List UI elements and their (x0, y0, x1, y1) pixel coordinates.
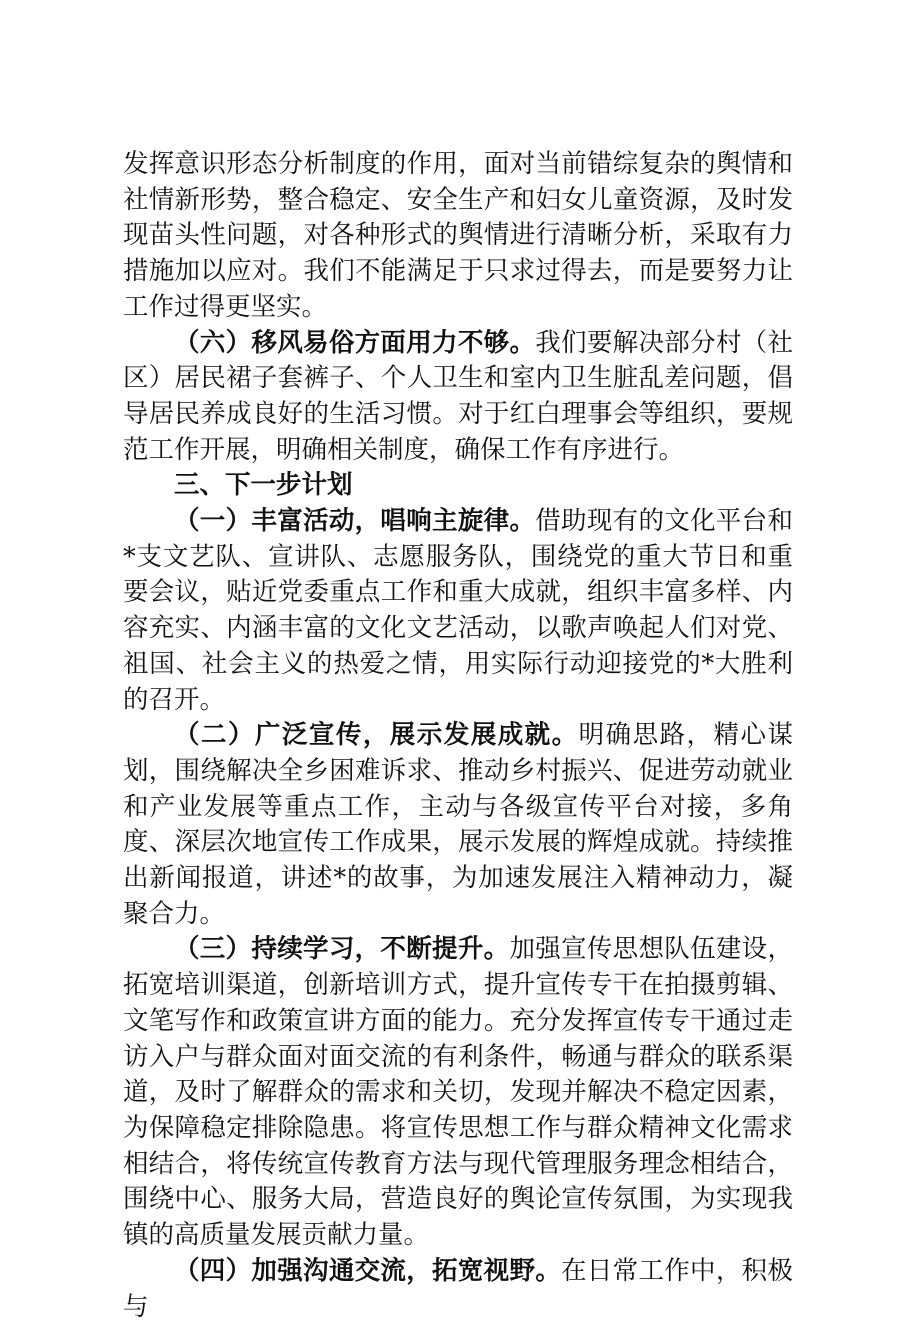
plan-item-text: 明确思路，精心谋划，围绕解决全乡困难诉求、推动乡村振兴、促进劳动就业和产业发展等重点工作，主动与各级宣传平台对接，多角度、深层次地宣传工作成果，展示发展的辉煌成就。持续推出新闻报道，讲述*的故事，为加速发展注入精神动力，凝聚合力。 (123, 720, 793, 929)
plan-item-two (123, 718, 793, 932)
plan-item-four (123, 1254, 793, 1325)
plan-item-text: 在日常工作中，积极与 (123, 1255, 793, 1322)
plan-item-one (123, 504, 793, 718)
plan-item-lead: （四）加强沟通交流，拓宽视野。 (174, 1255, 562, 1286)
plan-item-lead: （二）广泛宣传，展示发展成就。 (174, 720, 579, 751)
section-heading: 三、下一步计划 (174, 470, 353, 501)
paragraph-continued (123, 147, 793, 326)
plan-item-lead: （三）持续学习，不断提升。 (174, 934, 510, 965)
plan-item-three (123, 932, 793, 1253)
plan-item-text: 加强宣传思想队伍建设，拓宽培训渠道，创新培训方式，提升宣传专干在拍摄剪辑、文笔写作和政策宣讲方面的能力。充分发挥宣传专干通过走访入户与群众面对面交流的有利条件，畅通与群众的联系渠道，及时了解群众的需求和关切，发现并解决不稳定因素，为保障稳定排除隐患。将宣传思想工作与群众精神文化需求相结合，将传统宣传教育方法与现代管理服务理念相结合，围绕中心、服务大局，营造良好的舆论宣传氛围，为实现我镇的高质量发展贡献力量。 (123, 934, 793, 1251)
plan-item-lead: （一）丰富活动，唱响主旋律。 (174, 506, 536, 537)
paragraph-text: 我们要解决部分村（社区）居民裙子套裤子、个人卫生和室内卫生脏乱差问题，倡导居民养成良好的生活习惯。对于红白理事会等组织，要规范工作开展，明确相关制度，确保工作有序进行。 (123, 327, 793, 465)
document-body (123, 147, 793, 1325)
paragraph-item-six (123, 326, 793, 469)
paragraph-lead: （六）移风易俗方面用力不够。 (174, 327, 536, 358)
paragraph-text: 发挥意识形态分析制度的作用，面对当前错综复杂的舆情和社情新形势，整合稳定、安全生产和妇女儿童资源，及时发现苗头性问题，对各种形式的舆情进行清晰分析，采取有力措施加以应对。我们不能满足于只求过得去，而是要努力让工作过得更坚实。 (123, 149, 793, 322)
plan-item-text: 借助现有的文化平台和*支文艺队、宣讲队、志愿服务队，围绕党的重大节日和重要会议，贴近党委重点工作和重大成就，组织丰富多样、内容充实、内涵丰富的文化文艺活动，以歌声唤起人们对党、祖国、社会主义的热爱之情，用实际行动迎接党的*大胜利的召开。 (123, 506, 793, 715)
